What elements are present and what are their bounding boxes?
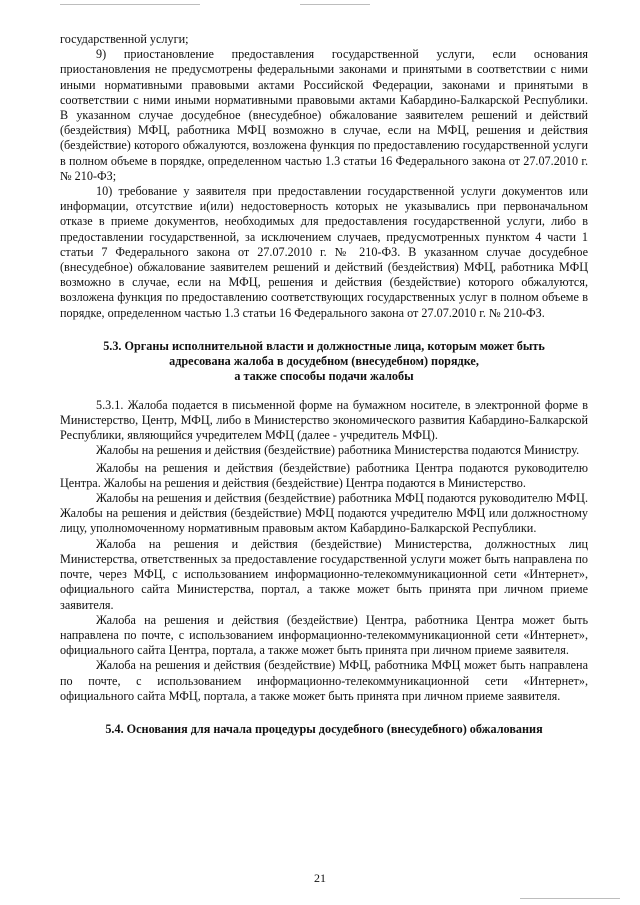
section-5-3-heading (60, 339, 588, 384)
section-5-3-heading-line-2: адресована жалоба в досудебном (внесудебном) порядке, (169, 353, 479, 368)
document-body (60, 32, 588, 751)
paragraph-complaint-center-channels: Жалоба на решения и действия (бездействие) Центра, работника Центра может быть направлена по почте, с использованием информационно-телекоммуникационной сети «Интернет», официального сайта Центра, портала, а также может быть принята при личном приеме заявителя. (60, 612, 588, 658)
paragraph-item-9: 9) приостановление предоставления государственной услуги, если основания приостановления не предусмотрены федеральными законами и принятыми в соответствии с ними иными нормативными правовыми актами Российской Федерации, законами и принятыми в соответствии с ними иными нормативными правовыми актами Кабардино-Балкарской Республики. В указанном случае досудебное (внесудебное) обжалование заявителем решений и действий (бездействия) МФЦ, работника МФЦ возможно в случае, если на МФЦ, решения и действия (бездействие) которого обжалуются, возложена функция по предоставлению государственной услуги в полном объеме в порядке, определенном частью 1.3 статьи 16 Федерального закона от 27.07.2010 г. № 210-ФЗ; (60, 47, 588, 183)
paragraph-5-3-1: 5.3.1. Жалоба подается в письменной форме на бумажном носителе, в электронной форме в Министерство, Центр, МФЦ, либо в Министерство экономического развития Кабардино-Балкарской Республики, являющийся учредителем МФЦ (далее - учредитель МФЦ). (60, 397, 588, 443)
scan-artifact-bottom-right (520, 898, 620, 899)
section-5-4-heading-text: 5.4. Основания для начала процедуры досудебного (внесудебного) обжалования (105, 721, 543, 736)
section-5-3-heading-line-1: 5.3. Органы исполнительной власти и должностные лица, которым может быть (103, 338, 545, 353)
page-number: 21 (314, 871, 326, 885)
paragraph-complaint-center: Жалобы на решения и действия (бездействие) работника Центра подаются руководителю Центра. Жалобы на решения и действия (бездействие) Центра подаются в Министерство. (60, 460, 588, 490)
section-5-4-heading (60, 722, 588, 737)
scan-artifact-top-left (60, 4, 200, 5)
paragraph-continuation: государственной услуги; (60, 32, 189, 46)
section-5-3-heading-line-3: а также способы подачи жалобы (234, 368, 414, 383)
paragraph-complaint-mfc-channels: Жалоба на решения и действия (бездействие) МФЦ, работника МФЦ может быть направлена по почте, с использованием информационно-телекоммуникационной сети «Интернет», официального сайта МФЦ, портала, а также может быть принята при личном приеме заявителя. (60, 658, 588, 703)
paragraph-item-10: 10) требование у заявителя при предоставлении государственной услуги документов или информации, отсутствие и(или) недостоверность которых не указывались при первоначальном отказе в приеме документов, необходимых для предоставления государственной услуги, либо в предоставлении государственной, за исключением случаев, предусмотренных пунктом 4 части 1 статьи 7 Федерального закона от 27.07.2010 г. № 210-ФЗ. В указанном случае досудебное (внесудебное) обжалование заявителем решений и действий (бездействия) МФЦ, работника МФЦ возможно в случае, если на МФЦ, решения и действия (бездействие) которого обжалуются, возложена функция по предоставлению соответствующих государственных услуг в полном объеме в порядке, определенном частью 1.3 статьи 16 Федерального закона от 27.07.2010 г. № 210-ФЗ. (60, 184, 588, 320)
paragraph-complaint-ministry-worker: Жалобы на решения и действия (бездействие) работника Министерства подаются Министру. (96, 443, 580, 458)
paragraph-complaint-mfc: Жалобы на решения и действия (бездействие) работника МФЦ подаются руководителю МФЦ. Жалобы на решения и действия (бездействие) МФЦ подаются учредителю МФЦ или должностному лицу, уполномоченному нормативным правовым актом Кабардино-Балкарской Республики. (60, 491, 588, 536)
paragraph-complaint-ministry-channels: Жалоба на решения и действия (бездействие) Министерства, должностных лиц Министерства, ответственных за предоставление государственной услуги может быть направлена по почте, через МФЦ, с использованием информационно-телекоммуникационной сети «Интернет», официального сайта Министерства, портал, а также может быть принята при личном приеме заявителя. (60, 536, 588, 612)
scan-artifact-top-center (300, 4, 370, 5)
